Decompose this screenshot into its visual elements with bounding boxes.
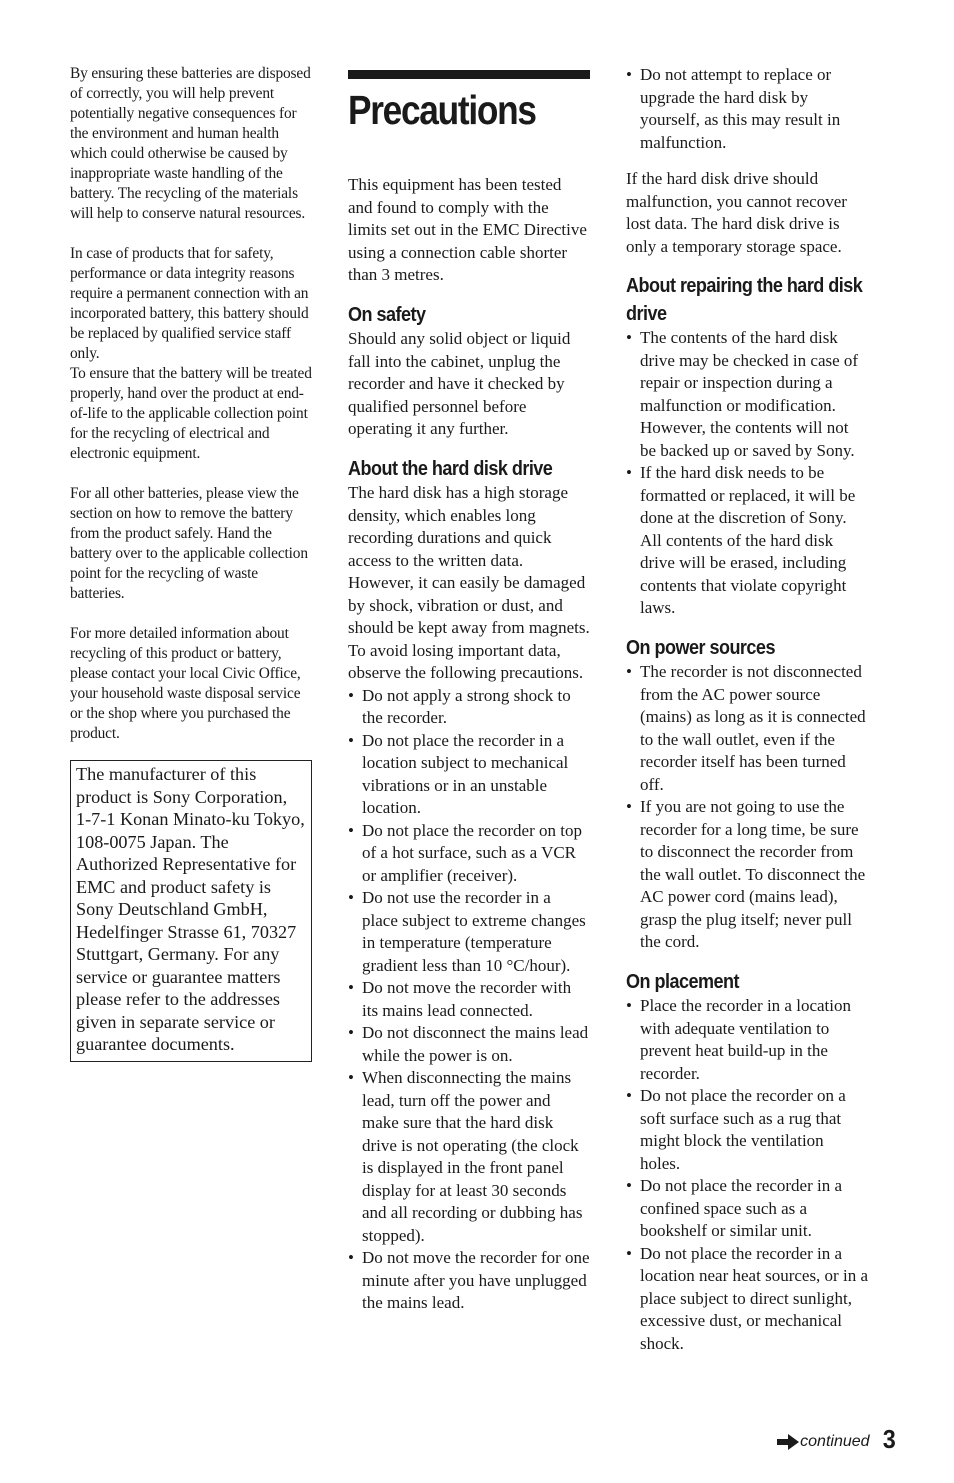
continued-label: continued [800, 1433, 870, 1450]
list-item: • Do not apply a strong shock to the recorder. [348, 685, 590, 730]
list-item: • Do not place the recorder on a soft surface such as a rug that might block the ventilation holes. [626, 1085, 868, 1175]
safety-paragraph: Should any solid object or liquid fall into the cabinet, unplug the recorder and have it checked by qualified personnel before operating it any further. [348, 329, 571, 438]
power-heading: On power sources [626, 635, 775, 659]
page-footer [777, 1424, 896, 1454]
list-item: • Do not use the recorder in a place subject to extreme changes in temperature (temperature gradient less than 10 °C/hour). [348, 887, 590, 977]
list-item: • Do not place the recorder in a confined space such as a bookshelf or similar unit. [626, 1175, 868, 1243]
malfunction-paragraph: If the hard disk drive should malfunction, you cannot recover lost data. The hard disk drive is only a temporary storage space. [626, 169, 847, 256]
list-item: • Do not place the recorder in a location subject to mechanical vibrations or in an unstable location. [348, 730, 590, 820]
hdd-heading: About the hard disk drive [348, 456, 553, 480]
list-item: • The contents of the hard disk drive may be checked in case of repair or inspection during a malfunction or modification. However, the contents will not be backed up or saved by Sony. [626, 327, 868, 462]
list-item: • Do not place the recorder on top of a hot surface, such as a VCR or amplifier (receiver). [348, 820, 590, 888]
left-column [70, 64, 312, 1062]
page-number: 3 [882, 1424, 896, 1454]
safety-heading: On safety [348, 302, 426, 326]
hdd-replacement-list [626, 64, 868, 154]
emc-intro-paragraph: This equipment has been tested and found to comply with the limits set out in the EMC Directive using a connection cable shorter than 3 metres. [348, 175, 587, 284]
battery-treatment-paragraph: To ensure that the battery will be treated properly, hand over the product at end-of-life to the applicable collection point for the recycling of electrical and electronic equipment. [70, 365, 312, 462]
list-item: • Do not place the recorder in a location near heat sources, or in a place subject to direct sunlight, excessive dust, or mechanical shock. [626, 1243, 868, 1356]
repair-list [626, 327, 868, 620]
hdd-precautions-list [348, 685, 590, 1315]
placement-heading: On placement [626, 969, 739, 993]
recycling-info-paragraph: For more detailed information about recycling of this product or battery, please contact your local Civic Office, your household waste disposal service or the shop where you purchased the product. [70, 625, 301, 742]
list-item: • Place the recorder in a location with adequate ventilation to prevent heat build-up in the recorder. [626, 995, 868, 1085]
list-item: • Do not disconnect the mains lead while the power is on. [348, 1022, 590, 1067]
list-item: • Do not move the recorder with its mains lead connected. [348, 977, 590, 1022]
placement-list [626, 995, 868, 1355]
list-item: • When disconnecting the mains lead, turn off the power and make sure that the hard disk drive is not operating (the clock is displayed in the front panel display for at least 30 seconds and all recording or dubbing has stopped). [348, 1067, 590, 1247]
battery-disposal-paragraph: By ensuring these batteries are disposed of correctly, you will help prevent potentially negative consequences for the environment and human health which could otherwise be caused by inappropriate waste handling of the battery. The recycling of the materials will help to conserve natural resources. [70, 65, 311, 222]
title-rule [348, 70, 590, 79]
list-item: • Do not attempt to replace or upgrade the hard disk by yourself, as this may result in malfunction. [626, 64, 868, 154]
hdd-paragraph: The hard disk has a high storage density, which enables long recording durations and quick access to the written data. However, it can easily be damaged by shock, vibration or dust, and should be kept away from magnets. To avoid losing important data, observe the following precautions. [348, 483, 590, 682]
list-item: • If you are not going to use the recorder for a long time, be sure to disconnect the recorder from the wall outlet. To disconnect the AC power cord (mains lead), grasp the plug itself; never pull the cord. [626, 796, 868, 954]
manufacturer-notice-box: The manufacturer of this product is Sony Corporation, 1-7-1 Konan Minato-ku Tokyo, 108-0075 Japan. The Authorized Representative for EMC and product safety is Sony Deutschland GmbH, Hedelfinger Strasse 61, 70327 Stuttgart, Germany. For any service or guarantee matters please refer to the addresses given in separate service or guarantee documents. [70, 760, 312, 1062]
middle-column [348, 70, 590, 1315]
list-item: • Do not move the recorder for one minute after you have unplugged the mains lead. [348, 1247, 590, 1315]
list-item: • The recorder is not disconnected from the AC power source (mains) as long as it is connected to the wall outlet, even if the recorder itself has been turned off. [626, 661, 868, 796]
permanent-battery-paragraph: In case of products that for safety, performance or data integrity reasons require a permanent connection with an incorporated battery, this battery should be replaced by qualified service staff only. [70, 245, 309, 362]
page-title: Precautions [348, 87, 536, 133]
other-batteries-paragraph: For all other batteries, please view the section on how to remove the battery from the product safely. Hand the battery over to the applicable collection point for the recycling of waste batteries. [70, 485, 308, 602]
repair-heading: About repairing the hard disk drive [626, 274, 863, 325]
list-item: • If the hard disk needs to be formatted or replaced, it will be done at the discretion of Sony. All contents of the hard disk drive will be erased, including contents that violate copyright laws. [626, 462, 868, 620]
right-arrow-icon [777, 1434, 799, 1454]
power-list [626, 661, 868, 954]
right-column [626, 64, 868, 1355]
